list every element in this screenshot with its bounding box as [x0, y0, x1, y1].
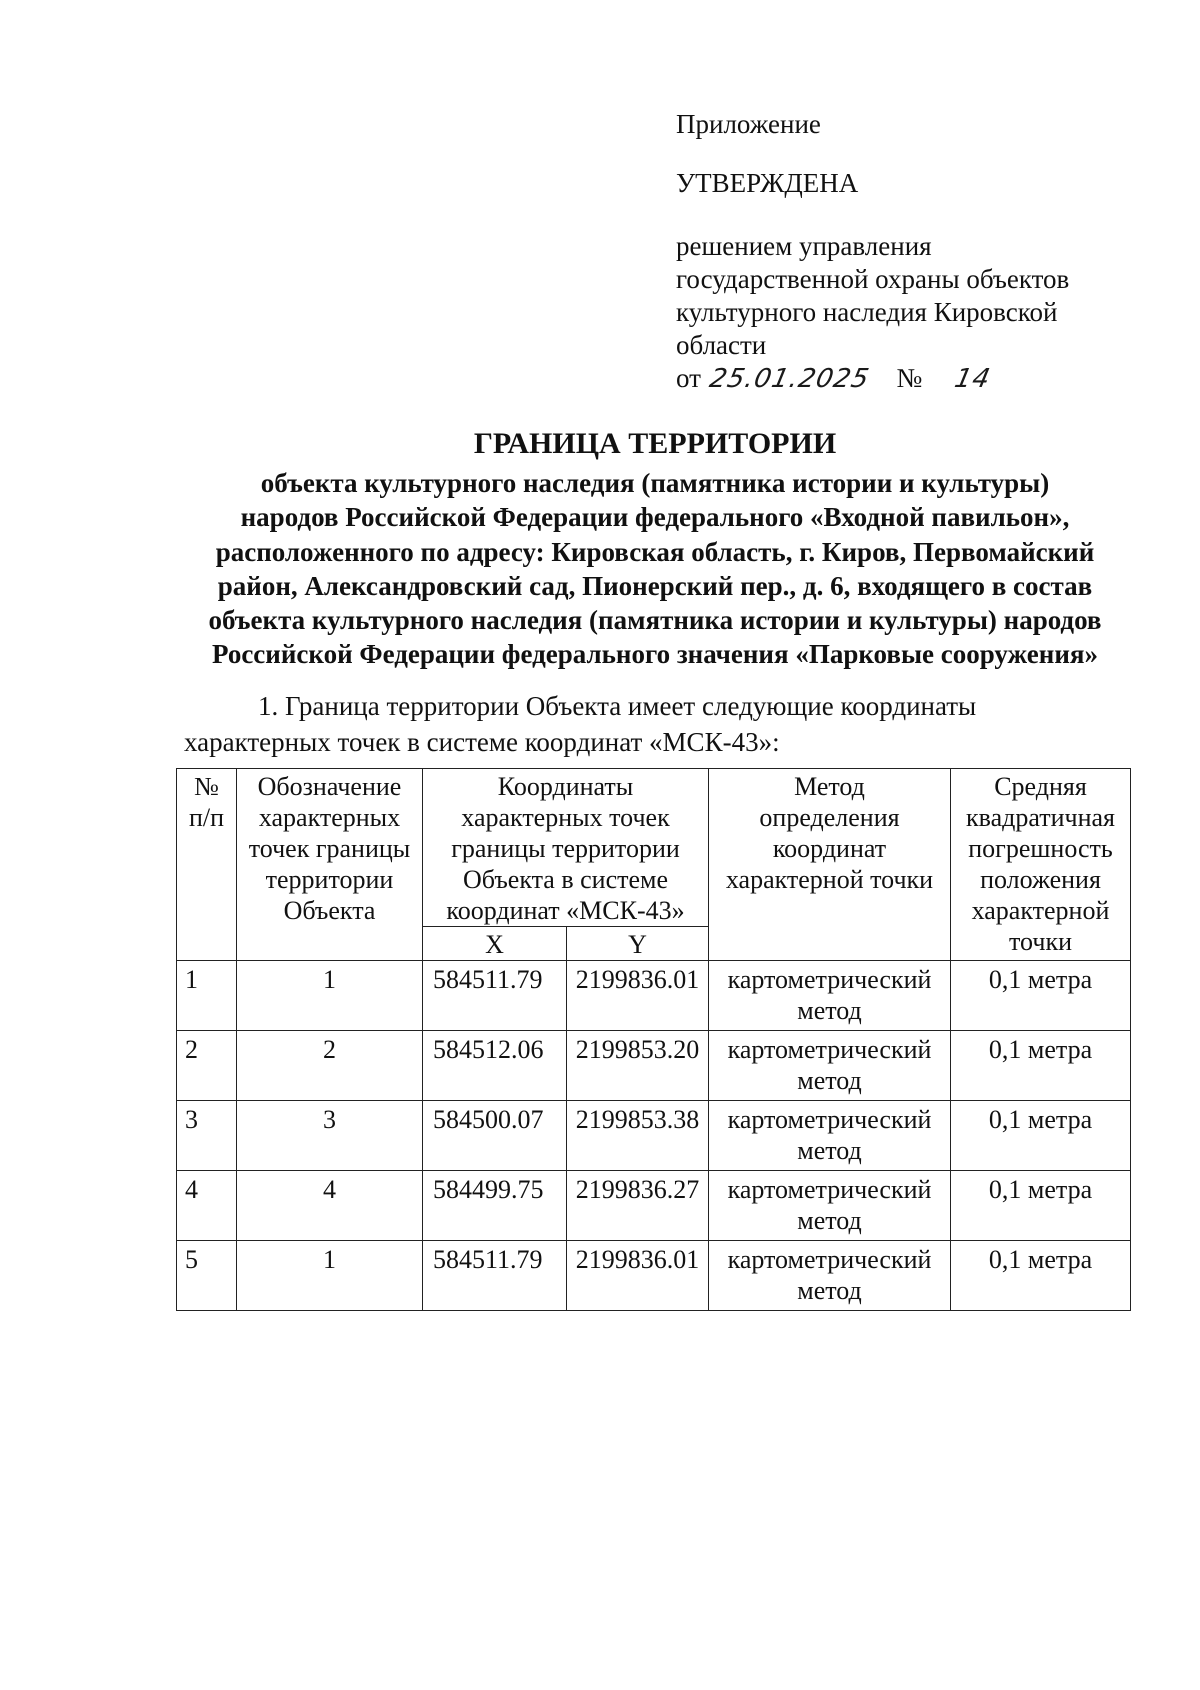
title-sub-line: расположенного по адресу: Кировская область, г. Киров, Первомайский	[215, 536, 1095, 567]
header-text: определения	[759, 803, 900, 832]
title-sub-line: объекта культурного наследия (памятника истории и культуры) народов	[208, 605, 1102, 636]
title-sub-line: объекта культурного наследия (памятника истории и культуры)	[260, 468, 1050, 498]
cell-method	[709, 1031, 951, 1101]
cell-point: 2	[237, 1031, 423, 1101]
method-text: метод	[797, 1276, 862, 1305]
table-row	[177, 1031, 1131, 1101]
cell-num: 2	[177, 1031, 237, 1101]
decision-line: культурного наследия Кировской	[676, 297, 1058, 327]
header-text: Координаты	[497, 772, 634, 801]
cell-point: 4	[237, 1171, 423, 1241]
table-row	[177, 961, 1131, 1031]
cell-error: 0,1 метра	[951, 1101, 1131, 1171]
cell-num: 5	[177, 1241, 237, 1311]
header-text: территории	[265, 865, 394, 894]
title-main: ГРАНИЦА ТЕРРИТОРИИ	[473, 427, 837, 460]
method-text: метод	[797, 996, 862, 1025]
header-text: Метод	[794, 772, 865, 801]
cell-point: 1	[237, 1241, 423, 1311]
header-designation	[237, 769, 423, 961]
header-text: погрешность	[968, 834, 1113, 863]
header-num	[177, 769, 237, 961]
header-text: положения	[980, 865, 1101, 894]
cell-y: 2199836.01	[567, 1241, 709, 1311]
appendix-label: Приложение	[676, 109, 821, 139]
approved-label: УТВЕРЖДЕНА	[676, 168, 859, 198]
header-text: квадратичная	[966, 803, 1115, 832]
decision-line: области	[676, 330, 767, 360]
approval-block	[676, 108, 1146, 396]
cell-method	[709, 1101, 951, 1171]
header-text: №	[194, 772, 219, 801]
table-row	[177, 1241, 1131, 1311]
decision-line: государственной охраны объектов	[676, 264, 1070, 294]
cell-y: 2199853.20	[567, 1031, 709, 1101]
cell-y: 2199853.38	[567, 1101, 709, 1171]
header-text: характерных	[258, 803, 401, 832]
cell-error: 0,1 метра	[951, 1031, 1131, 1101]
number-sign: №	[896, 363, 923, 393]
header-error	[951, 769, 1131, 961]
cell-method	[709, 1171, 951, 1241]
paragraph-line: 1. Граница территории Объекта имеет следующие координаты	[258, 691, 977, 721]
method-text: картометрический	[727, 1245, 932, 1274]
method-text: картометрический	[727, 965, 932, 994]
cell-method	[709, 1241, 951, 1311]
coordinates-table	[176, 768, 1131, 1311]
header-y: Y	[567, 927, 709, 961]
header-text: координат	[772, 834, 887, 863]
table-row	[177, 1171, 1131, 1241]
cell-num: 3	[177, 1101, 237, 1171]
header-text: границы территории	[451, 834, 680, 863]
header-x: X	[423, 927, 567, 961]
header-text: координат «МСК-43»	[446, 896, 685, 925]
method-text: метод	[797, 1136, 862, 1165]
header-text: характерных точек	[461, 803, 670, 832]
method-text: картометрический	[727, 1175, 932, 1204]
table-header-row	[177, 769, 1131, 927]
cell-x: 584500.07	[423, 1101, 567, 1171]
cell-num: 1	[177, 961, 237, 1031]
title-sub-line: район, Александровский сад, Пионерский пер., д. 6, входящего в состав	[217, 570, 1093, 601]
date-prefix: от	[676, 363, 701, 393]
cell-num: 4	[177, 1171, 237, 1241]
header-text: Обозначение	[257, 772, 402, 801]
title-sub-line: Российской Федерации федерального значения «Парковые сооружения»	[212, 639, 1098, 670]
cell-method	[709, 961, 951, 1031]
header-text: Объекта	[283, 896, 376, 925]
cell-point: 3	[237, 1101, 423, 1171]
cell-x: 584512.06	[423, 1031, 567, 1101]
cell-error: 0,1 метра	[951, 1171, 1131, 1241]
title-sub-line: народов Российской Федерации федерального «Входной павильон»,	[240, 502, 1070, 533]
handwritten-date: 25.01.2025	[706, 364, 872, 394]
method-text: картометрический	[727, 1105, 932, 1134]
table-row	[177, 1101, 1131, 1171]
header-text: Средняя	[994, 772, 1087, 801]
header-method	[709, 769, 951, 961]
header-coords	[423, 769, 709, 927]
cell-x: 584511.79	[423, 961, 567, 1031]
method-text: метод	[797, 1206, 862, 1235]
cell-y: 2199836.01	[567, 961, 709, 1031]
paragraph-line: характерных точек в системе координат «МСК-43»:	[184, 727, 780, 757]
cell-x: 584511.79	[423, 1241, 567, 1311]
document-title	[160, 424, 1150, 672]
header-text: характерной точки	[725, 865, 934, 894]
header-text: точек границы	[248, 834, 411, 863]
cell-y: 2199836.27	[567, 1171, 709, 1241]
cell-error: 0,1 метра	[951, 961, 1131, 1031]
date-number-line	[676, 362, 1146, 396]
cell-point: 1	[237, 961, 423, 1031]
cell-error: 0,1 метра	[951, 1241, 1131, 1311]
decision-line: решением управления	[676, 231, 932, 261]
header-text: Объекта в системе	[462, 865, 669, 894]
header-text: п/п	[188, 803, 225, 832]
method-text: картометрический	[727, 1035, 932, 1064]
header-text: точки	[1009, 927, 1072, 956]
header-text: характерной	[971, 896, 1110, 925]
method-text: метод	[797, 1066, 862, 1095]
coordinates-paragraph	[184, 688, 1136, 760]
cell-x: 584499.75	[423, 1171, 567, 1241]
handwritten-number: 14	[951, 364, 994, 394]
